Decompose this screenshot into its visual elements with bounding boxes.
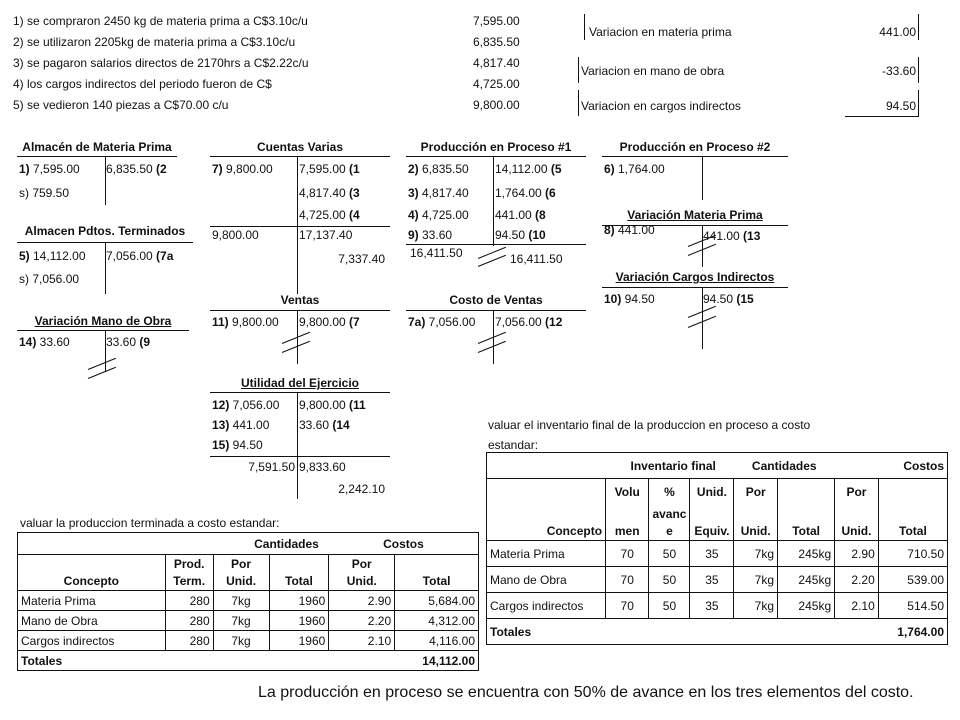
t-account-prod-1-debit-1: 2) 6,835.50 [408, 162, 469, 176]
t-account-var-mo-title: Variación Mano de Obra [34, 314, 172, 328]
t-account-costo-ventas-title: Costo de Ventas [449, 293, 543, 307]
inventario-table: Inventario final Cantidades Costos Volu % Unid. Por Por avanc Concepto men e Equiv. Unid. Total Unid. Total Materia Prima 70 50 35 7kg 245kg 2.90 710.50 Mano de Obra 70 50 35 7kg 245kg 2.20 539.00 Cargos indirectos 70 50 35 7kg 245kg 2.10 514.50 Totales 1,764.00 [486, 452, 948, 645]
t-account-almacen-pt-title: Almacen Pdtos. Terminados [24, 224, 186, 238]
variance-mo-label: Variacion en mano de obra [581, 64, 725, 78]
inventario-header-group-1: Inventario final [487, 453, 734, 479]
inventario-header-group-2: Cantidades [734, 453, 835, 479]
t-account-utilidad-debit-3: 15) 94.50 [212, 438, 263, 452]
t-account-prod-1-credit-4: 94.50 (10 [495, 228, 546, 242]
t-account-almacen-mp-title: Almacén de Materia Prima [22, 140, 172, 154]
statement-3-amount: 4,817.40 [473, 56, 520, 70]
t-account-almacen-pt-credit-1: 7,056.00 (7a [106, 249, 174, 263]
variance-ci-label: Variacion en cargos indirectos [581, 99, 741, 113]
t-account-prod-1-total-credit: 16,411.50 [510, 252, 563, 266]
statement-4: 4) los cargos indirectos del periodo fueron de C$ [13, 77, 272, 91]
table-row: Mano de Obra 70 50 35 7kg 245kg 2.20 539.00 [487, 567, 948, 593]
t-account-var-ci-debit-1: 10) 94.50 [604, 292, 655, 306]
t-account-var-mo-debit-1: 14) 33.60 [19, 335, 70, 349]
t-account-utilidad-debit-1: 12) 7,056.00 [212, 398, 280, 412]
statement-1: 1) se compraron 2450 kg de materia prima a C$3.10c/u [13, 14, 308, 28]
t-account-cuentas-varias-title: Cuentas Varias [256, 140, 344, 154]
terminada-header-group-2: Costos [329, 533, 479, 555]
terminada-intro: valuar la produccion terminada a costo estandar: [20, 516, 280, 530]
inventario-intro-line-2: estandar: [488, 438, 539, 452]
t-account-prod-1-credit-1: 14,112.00 (5 [495, 162, 562, 176]
footer-note: La producción en proceso se encuentra con 50% de avance en los tres elementos del costo. [258, 684, 914, 701]
t-account-ventas-credit-1: 9,800.00 (7 [299, 315, 360, 329]
t-account-almacen-pt-debit-1: 5) 14,112.00 [19, 249, 86, 263]
statement-3: 3) se pagaron salarios directos de 2170hrs a C$2.22c/u [13, 56, 309, 70]
t-account-utilidad-debit-2: 13) 441.00 [212, 418, 270, 432]
statement-2: 2) se utilizaron 2205kg de materia prima a C$3.10c/u [13, 35, 296, 49]
t-account-prod-1-total-debit: 16,411.50 [410, 246, 463, 260]
statement-5-amount: 9,800.00 [473, 98, 520, 112]
t-account-var-mp-debit-1: 8) 441.00 [604, 223, 655, 237]
t-account-cuentas-varias-credit-1: 7,595.00 (1 [299, 162, 360, 176]
variance-mo-value: -33.60 [881, 64, 916, 78]
inventario-intro-line-1: valuar el inventario final de la produccion en proceso a costo [488, 418, 811, 432]
t-account-ventas-debit-1: 11) 9,800.00 [212, 315, 279, 329]
t-account-prod-1-debit-3: 4) 4,725.00 [408, 208, 469, 222]
table-row: Materia Prima 70 50 35 7kg 245kg 2.90 710.50 [487, 541, 948, 567]
t-account-var-ci-title: Variación Cargos Indirectos [615, 270, 775, 284]
t-account-prod-1-credit-3: 441.00 (8 [495, 208, 546, 222]
t-account-almacen-pt-balance: s) 7,056.00 [19, 272, 80, 286]
close-mark [478, 341, 506, 353]
t-account-cuentas-varias-debit-1: 7) 9,800.00 [212, 162, 273, 176]
t-account-cuentas-varias-balance: 7,337.40 [338, 252, 385, 266]
t-account-ventas-title: Ventas [280, 293, 320, 307]
t-account-var-mo-credit-1: 33.60 (9 [106, 335, 151, 349]
terminada-header-group-1: Cantidades [165, 533, 329, 555]
t-account-utilidad-total-credit: 9,833.60 [299, 460, 346, 474]
t-account-var-ci-credit-1: 94.50 (15 [703, 292, 754, 306]
t-account-costo-ventas-credit-1: 7,056.00 (12 [495, 315, 563, 329]
t-account-utilidad-credit-1: 9,800.00 (11 [299, 398, 366, 412]
t-account-var-mp-credit-1: 441.00 (13 [703, 229, 761, 243]
t-account-utilidad-total-debit: 7,591.50 [248, 460, 295, 474]
t-account-almacen-mp-debit-1: 1) 7,595.00 [19, 162, 80, 176]
t-account-prod-1-credit-2: 1,764.00 (6 [495, 186, 556, 200]
t-account-cuentas-varias-credit-2: 4,817.40 (3 [299, 186, 360, 200]
statement-5: 5) se vedieron 140 piezas a C$70.00 c/u [13, 98, 229, 112]
t-account-utilidad-balance: 2,242.10 [338, 482, 385, 496]
t-account-utilidad-credit-2: 33.60 (14 [299, 418, 350, 432]
t-account-prod-1-debit-2: 3) 4,817.40 [408, 186, 469, 200]
t-account-prod-1-title: Producción en Proceso #1 [420, 140, 572, 154]
variance-mp-label: Variacion en materia prima [589, 25, 732, 39]
variance-mp-value: 441.00 [879, 25, 916, 39]
statement-1-amount: 7,595.00 [473, 14, 520, 28]
table-row: Materia Prima 280 7kg 1960 2.90 5,684.00 [18, 591, 479, 611]
t-account-costo-ventas-debit-1: 7a) 7,056.00 [408, 315, 476, 329]
statement-2-amount: 6,835.50 [473, 35, 520, 49]
variance-ci-value: 94.50 [885, 99, 916, 113]
close-mark [88, 367, 116, 379]
t-account-prod-2-title: Producción en Proceso #2 [619, 140, 771, 154]
table-row: Cargos indirectos 280 7kg 1960 2.10 4,116.00 [18, 631, 479, 651]
t-account-prod-1-debit-4: 9) 33.60 [408, 228, 453, 242]
t-account-cuentas-varias-total-debit: 9,800.00 [212, 228, 259, 242]
statement-4-amount: 4,725.00 [473, 77, 520, 91]
table-row: Mano de Obra 280 7kg 1960 2.20 4,312.00 [18, 611, 479, 631]
t-account-utilidad-title: Utilidad del Ejercicio [240, 376, 360, 390]
t-account-almacen-mp-balance: s) 759.50 [19, 186, 70, 200]
inventario-header-group-3: Costos [835, 453, 948, 479]
table-total-row: Totales 1,764.00 [487, 619, 948, 645]
t-account-cuentas-varias-total-credit: 17,137.40 [299, 228, 353, 242]
terminada-table: Cantidades Costos Prod. Por Por Concepto Term. Unid. Total Unid. Total Materia Prima 280 7kg 1960 2.90 5,684.00 Mano de Obra 280 7kg 1960 2.20 4,312.00 Cargos indirectos 280 7kg 1960 2.10 4,116.00 Totales 14,112.00 [17, 532, 479, 671]
t-account-prod-2-debit-1: 6) 1,764.00 [604, 162, 665, 176]
t-account-almacen-mp-credit-1: 6,835.50 (2 [106, 162, 167, 176]
t-account-cuentas-varias-credit-3: 4,725.00 (4 [299, 208, 360, 222]
t-account-var-mp-title: Variación Materia Prima [627, 208, 763, 222]
close-mark [282, 341, 310, 353]
table-row: Cargos indirectos 70 50 35 7kg 245kg 2.10 514.50 [487, 593, 948, 619]
table-total-row: Totales 14,112.00 [18, 651, 479, 671]
